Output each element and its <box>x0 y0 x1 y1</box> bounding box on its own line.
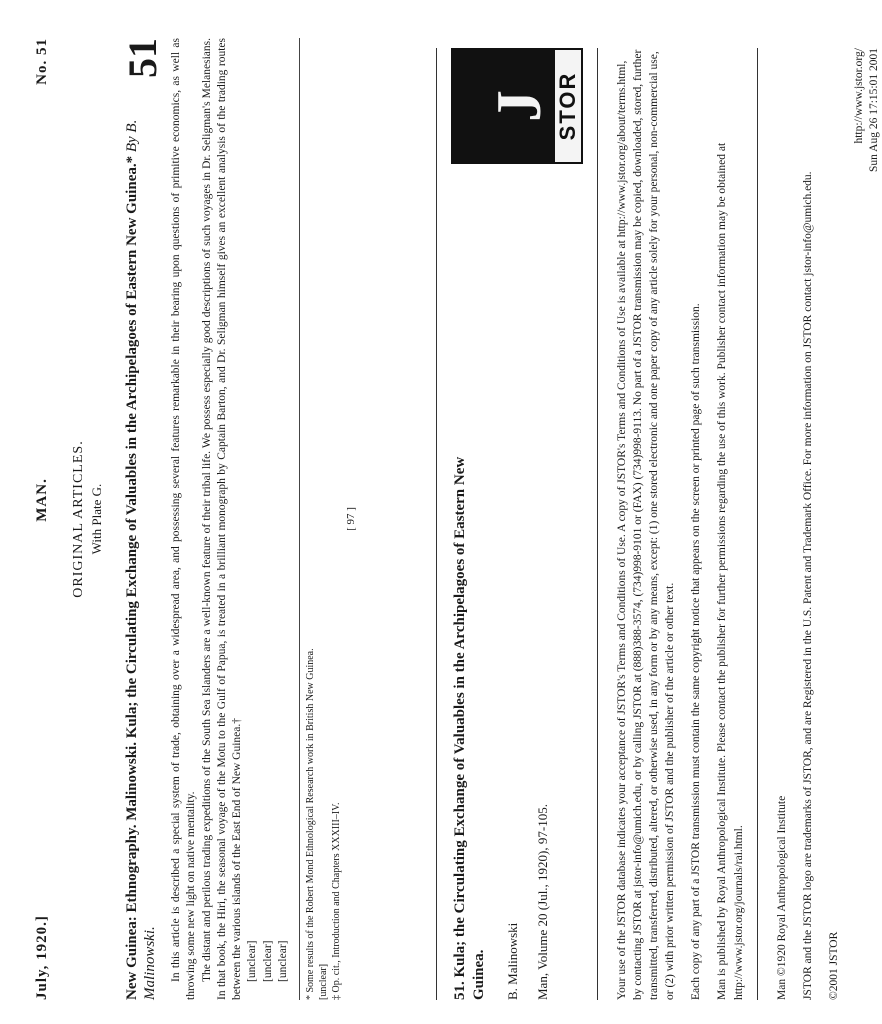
cover-footer <box>852 48 882 1000</box>
body-paragraph: The distant and perilous trading expeditions of the South Sea Islanders are a well-known feature of their tribal life. We possess especially good descriptions of such voyages in Dr. Seligman's Melanesians. In that book, the Hiri, the seasonal voyage of the Motu to the Gulf of Papua, is treated in a brilliant monograph by Captain Barton, and Dr. Seligman himself gives an excellent analysis of the trading routes between the various islands of the East End of New Guinea.† <box>200 38 244 1000</box>
jstor-logo <box>451 48 583 164</box>
plate-note: With Plate G. <box>89 483 104 555</box>
cover-title: 51. Kula; the Circulating Exchange of Valuables in the Archipelagoes of Eastern New Guinea. <box>452 456 487 1000</box>
cover-rule <box>597 48 598 1000</box>
footnote: [unclear] <box>318 963 330 1000</box>
terms-paragraph: Each copy of any part of a JSTOR transmission must contain the same copyright notice that appears on the screen or printed page of such transmission. <box>690 303 703 1000</box>
body-paragraph: [unclear] <box>276 940 289 982</box>
copyright-line: Man ©1920 Royal Anthropological Institute <box>775 795 788 1000</box>
trademark-line: JSTOR and the JSTOR logo are trademarks of JSTOR, and are Registered in the U.S. Patent and Trademark Office. For more information on JSTOR contact jstor-info@umich.edu. <box>801 171 814 1000</box>
access-timestamp: Sun Aug 26 17:15:01 2001 <box>867 48 880 172</box>
cover-author: B. Malinowski <box>504 922 520 1000</box>
terms-paragraph: Man is published by Royal Anthropological Institute. Please contact the publisher for further permissions regarding the use of this work. Publisher contact information may be obtained at http://www.jstor.org/journals/rai.html. <box>716 142 745 1000</box>
footnote: * Some results of the Robert Mond Ethnological Research work in British New Guinea. <box>305 648 317 1000</box>
jstor-logo-glyph: J <box>483 90 554 122</box>
page-folio: [ 97 ] <box>345 507 358 531</box>
article-body <box>169 38 291 1000</box>
terms-paragraph: Your use of the JSTOR database indicates your acceptance of JSTOR's Terms and Conditions of Use. A copy of JSTOR's Terms and Conditions of Use is available at http://www.jstor.org/about/terms.html, by contacting JSTOR at jstor-info@umich.edu, or by calling JSTOR at (888)388-3574, (734)998-9101 or (FAX) (734)998-9113. No part of a JSTOR transmission may be copied, downloaded, stored, further transmitted, transferred, distributed, altered, or otherwise used, in any form or by any means, except: (1) one stored electronic and one paper copy of any article solely for your personal, non-commercial use, or (2) with prior written permission of JSTOR and the publisher of the article or other text. <box>616 49 677 1000</box>
cover-citation-block <box>451 440 551 1000</box>
section-heading: ORIGINAL ARTICLES. <box>71 440 86 598</box>
cover-rule <box>757 48 758 1000</box>
footnote-rule <box>299 38 300 1000</box>
access-info <box>852 48 882 172</box>
footnotes <box>304 38 343 1000</box>
cover-header <box>437 48 583 1000</box>
jstor-copyright: ©2001 JSTOR <box>827 931 840 1000</box>
jstor-logo-text: STOR <box>555 50 581 162</box>
article-number: No. 51 <box>34 38 50 85</box>
terms-text <box>614 48 747 1000</box>
article-title <box>123 90 159 1000</box>
body-paragraph: [unclear] <box>246 940 259 982</box>
journal-name: MAN. <box>34 478 50 522</box>
running-head <box>34 38 51 1000</box>
jstor-cover-page <box>430 44 880 1004</box>
copyright-text <box>774 48 842 1000</box>
section-number: 51 <box>120 38 165 78</box>
footnote: ‡ Op. cit., Introduction and Chapters XXXIII–IV. <box>331 802 343 1000</box>
body-paragraph: In this article is described a special system of trade, obtaining over a widespread area, and possessing several features remarkable in their bearing upon questions of primitive economics, as well as throwing some new light on native mentality. <box>170 38 198 1000</box>
cover-citation: Man, Volume 20 (Jul., 1920), 97-105. <box>534 804 550 1000</box>
body-paragraph: [unclear] <box>261 940 274 982</box>
article-byline: By B. Malinowski. <box>124 119 158 1000</box>
article-title-text: New Guinea: Ethnography. Malinowski. Kula; the Circulating Exchange of Valuables in the Archipelagoes of Eastern New Guinea.* <box>124 155 140 1000</box>
jstor-url[interactable]: http://www.jstor.org/ <box>852 48 865 144</box>
issue-date: July, 1920.] <box>34 915 50 1000</box>
article-header <box>120 38 165 1000</box>
